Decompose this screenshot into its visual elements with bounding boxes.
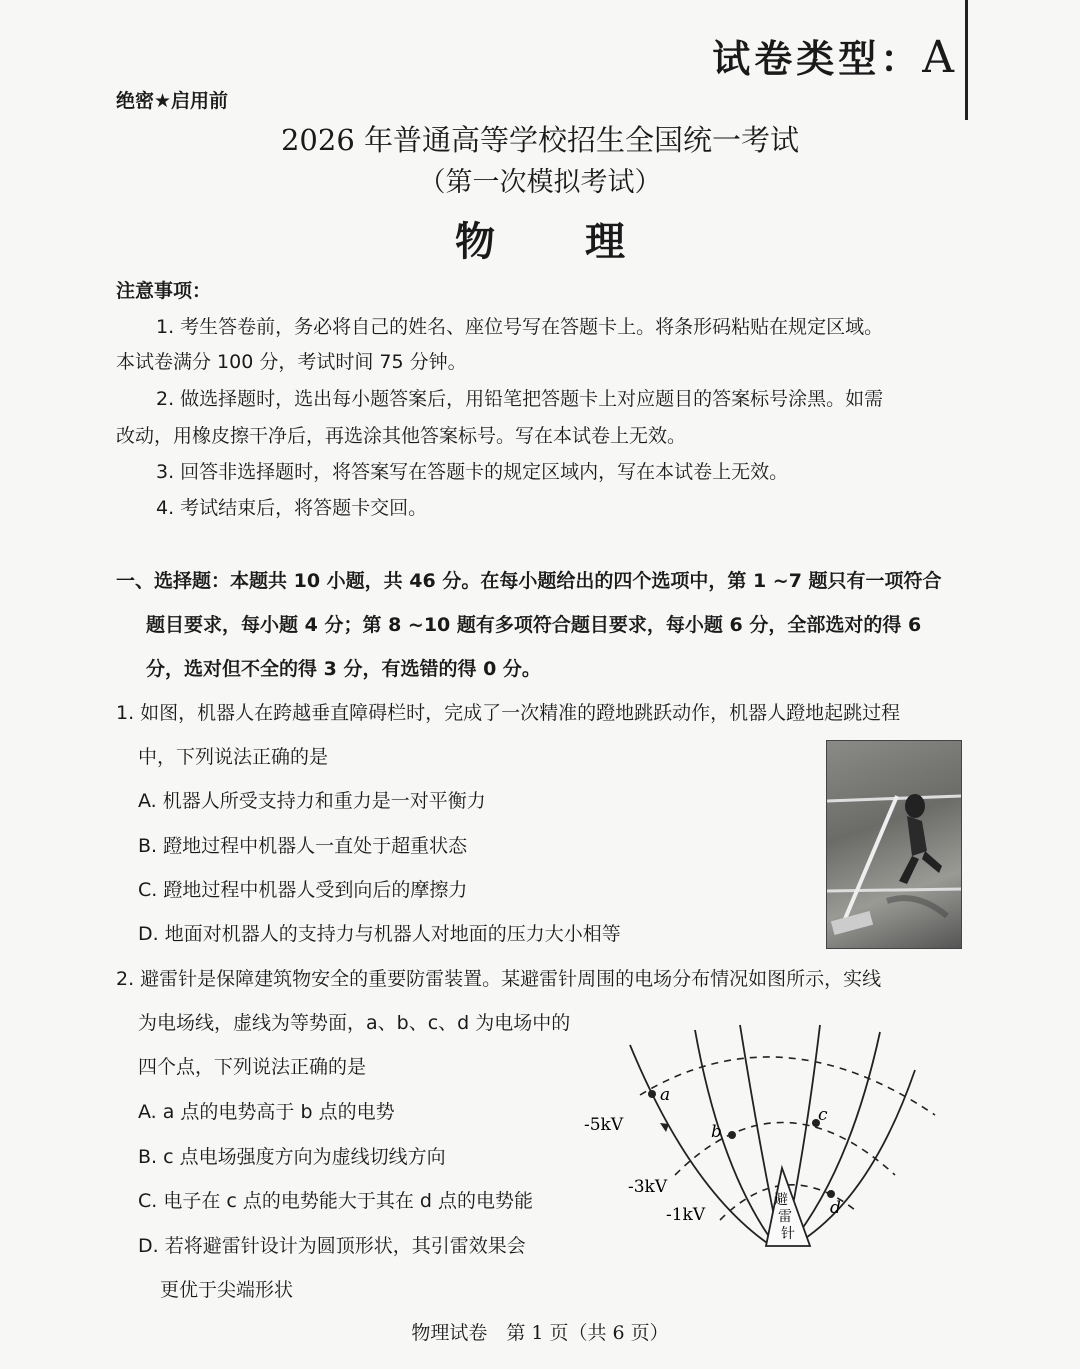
q1-option-b: B. 蹬地过程中机器人一直处于超重状态 — [138, 835, 468, 857]
notice-item: 3. 回答非选择题时，将答案写在答题卡的规定区域内，写在本试卷上无效。 — [156, 461, 789, 483]
q1-option-d: D. 地面对机器人的支持力与机器人对地面的压力大小相等 — [138, 923, 621, 945]
q2-stem: 四个点，下列说法正确的是 — [138, 1056, 367, 1078]
section-instruction: 题目要求，每小题 4 分；第 8 ~10 题有多项符合题目要求，每小题 6 分，全部选对的得 6 — [146, 614, 922, 636]
exam-title: 2026 年普通高等学校招生全国统一考试 — [280, 123, 800, 157]
q1-stem: 中，下列说法正确的是 — [138, 746, 329, 768]
paper-type-label: 试卷类型： — [712, 37, 923, 81]
q1-option-c: C. 蹬地过程中机器人受到向后的摩擦力 — [138, 879, 468, 901]
right-edge-rule — [965, 0, 968, 120]
label-minus3kv: -3kV — [628, 1177, 668, 1197]
q2-option-b: B. c 点电场强度方向为虚线切线方向 — [138, 1146, 446, 1168]
label-d: d — [830, 1198, 841, 1218]
field-line — [795, 1070, 915, 1245]
subject-title: 物理 — [455, 219, 715, 265]
label-a: a — [660, 1085, 671, 1105]
page-footer: 物理试卷 第 1 页（共 6 页） — [411, 1322, 669, 1344]
label-minus1kv: -1kV — [666, 1205, 706, 1225]
q1-stem: 1. 如图，机器人在跨越垂直障碍栏时，完成了一次精准的蹬地跳跃动作，机器人蹬地起跳过程 — [116, 702, 901, 724]
q2-option-d: D. 若将避雷针设计为圆顶形状，其引雷效果会 — [138, 1235, 526, 1257]
robot-photo — [826, 740, 962, 949]
q2-option-c: C. 电子在 c 点的电势能大于其在 d 点的电势能 — [138, 1190, 534, 1212]
exam-subtitle: （第一次模拟考试） — [418, 167, 662, 198]
equipotential-line — [675, 1123, 895, 1176]
paper-type-value: A — [922, 32, 958, 83]
q2-stem: 为电场线，虚线为等势面，a、b、c、d 为电场中的 — [138, 1012, 571, 1034]
point-a — [648, 1090, 656, 1098]
field-direction-arrow — [660, 1123, 669, 1132]
electric-field-diagram — [570, 1020, 960, 1260]
notice-item: 1. 考生答卷前，务必将自己的姓名、座位号写在答题卡上。将条形码粘贴在规定区域。 — [156, 316, 884, 338]
section-instruction: 一、选择题：本题共 10 小题，共 46 分。在每小题给出的四个选项中，第 1 ~7 题只有一项符合 — [116, 570, 942, 592]
point-d — [827, 1190, 835, 1198]
paper-type — [712, 28, 958, 83]
q2-option-a: A. a 点的电势高于 b 点的电势 — [138, 1101, 395, 1123]
q1-option-a: A. 机器人所受支持力和重力是一对平衡力 — [138, 790, 486, 812]
equipotential-line — [640, 1057, 935, 1115]
notice-item: 2. 做选择题时，选出每小题答案后，用铅笔把答题卡上对应题目的答案标号涂黑。如需 — [156, 388, 884, 410]
notice-item: 改动，用橡皮擦干净后，再选涂其他答案标号。写在本试卷上无效。 — [116, 425, 687, 447]
notice-heading: 注意事项： — [116, 280, 212, 302]
rod-text: 针 — [781, 1226, 795, 1242]
label-b: b — [711, 1122, 722, 1142]
point-b — [728, 1131, 736, 1139]
rod-text: 避 — [774, 1192, 788, 1208]
secret-mark: 绝密★启用前 — [116, 90, 229, 112]
q2-stem: 2. 避雷针是保障建筑物安全的重要防雷装置。某避雷针周围的电场分布情况如图所示，实线 — [116, 968, 882, 990]
section-instruction: 分，选对但不全的得 3 分，有选错的得 0 分。 — [146, 658, 541, 680]
rod-text: 雷 — [778, 1209, 792, 1225]
q2-option-d-continued: 更优于尖端形状 — [160, 1279, 294, 1301]
notice-item: 4. 考试结束后，将答题卡交回。 — [156, 497, 428, 519]
notice-item: 本试卷满分 100 分，考试时间 75 分钟。 — [116, 351, 467, 373]
label-c: c — [818, 1105, 828, 1125]
label-minus5kv: -5kV — [584, 1115, 624, 1135]
